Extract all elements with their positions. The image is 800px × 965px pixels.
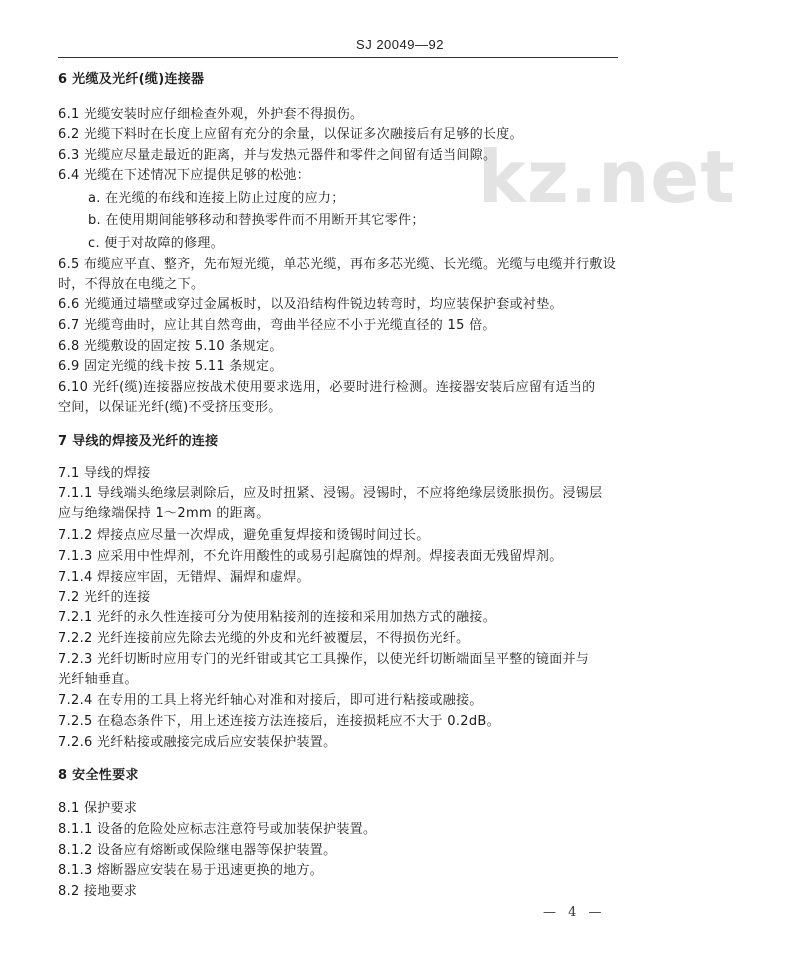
paragraph-line: 6.3 光缆应尽量走最近的距离，并与发热元器件和零件之间留有适当间隙。 (58, 148, 497, 163)
paragraph-line: 6.1 光缆安装时应仔细检查外观，外护套不得损伤。 (58, 107, 364, 122)
section-heading: 7 导线的焊接及光纤的连接 (58, 434, 219, 449)
paragraph-line: 7.1 导线的焊接 (58, 466, 151, 481)
paragraph-line: 8.1.2 设备应有熔断或保险继电器等保护装置。 (58, 843, 337, 858)
paragraph-line: 6.4 光缆在下述情况下应提供足够的松弛： (58, 168, 311, 183)
section-heading: 8 安全性要求 (58, 768, 139, 783)
paragraph-line: 6.7 光缆弯曲时，应让其自然弯曲，弯曲半径应不小于光缆直径的 15 倍。 (58, 318, 496, 333)
paragraph-line: 7.1.1 导线端头绝缘层剥除后，应及时扭紧、浸锡。浸锡时，不应将绝缘层烫胀损伤。浸锡层 (58, 486, 603, 501)
paragraph-line: 6.8 光缆敷设的固定按 5.10 条规定。 (58, 339, 283, 354)
paragraph-line: 6.2 光缆下料时在长度上应留有充分的余量，以保证多次融接后有足够的长度。 (58, 127, 523, 142)
paragraph-line: c. 便于对故障的修理。 (88, 236, 225, 251)
paragraph-line: 应与绝缘端保持 1～2mm 的距离。 (58, 506, 270, 521)
watermark: kz.net (478, 135, 736, 219)
paragraph-line: 7.2.2 光纤连接前应先除去光缆的外皮和光纤被覆层，不得损伤光纤。 (58, 631, 470, 646)
paragraph-line: 7.2.1 光纤的永久性连接可分为使用粘接剂的连接和采用加热方式的融接。 (58, 610, 497, 625)
paragraph-line: 7.2.6 光纤粘接或融接完成后应安装保护装置。 (58, 735, 337, 750)
paragraph-line: 光纤轴垂直。 (58, 672, 138, 687)
paragraph-line: 6.6 光缆通过墙壁或穿过金属板时，以及沿结构件锐边转弯时，均应装保护套或衬垫。 (58, 297, 563, 312)
document-code-header: SJ 20049—92 (356, 37, 444, 52)
paragraph-line: 7.2.3 光纤切断时应用专门的光纤钳或其它工具操作，以使光纤切断端面呈平整的镜面并与 (58, 652, 590, 667)
paragraph-line: 8.2 接地要求 (58, 884, 138, 899)
header-rule (58, 57, 618, 58)
page-number: — 4 — (543, 905, 606, 920)
paragraph-line: 6.9 固定光缆的线卡按 5.11 条规定。 (58, 359, 283, 374)
paragraph-line: 7.2.5 在稳态条件下，用上述连接方法连接后，连接损耗应不大于 0.2dB。 (58, 714, 500, 729)
paragraph-line: 7.1.2 焊接点应尽量一次焊成，避免重复焊接和烫锡时间过长。 (58, 528, 430, 543)
paragraph-line: 空间，以保证光纤(缆)不受挤压变形。 (58, 400, 282, 415)
paragraph-line: 7.2.4 在专用的工具上将光纤轴心对准和对接后，即可进行粘接或融接。 (58, 693, 483, 708)
paragraph-line: 8.1.1 设备的危险处应标志注意符号或加装保护装置。 (58, 822, 377, 837)
paragraph-line: 7.1.4 焊接应牢固，无错焊、漏焊和虚焊。 (58, 570, 310, 585)
paragraph-line: 6.5 布缆应平直、整齐，先布短光缆，单芯光缆，再布多芯光缆、长光缆。光缆与电缆并行敷设 (58, 257, 617, 272)
paragraph-line: 8.1.3 熔断器应安装在易于迅速更换的地方。 (58, 863, 324, 878)
paragraph-line: 7.2 光纤的连接 (58, 590, 151, 605)
paragraph-line: 6.10 光纤(缆)连接器应按战术使用要求选用，必要时进行检测。连接器安装后应留有适当的 (58, 380, 596, 395)
paragraph-line: b. 在使用期间能够移动和替换零件而不用断开其它零件； (88, 213, 425, 228)
paragraph-line: a. 在光缆的布线和连接上防止过度的应力； (88, 191, 345, 206)
section-heading: 6 光缆及光纤(缆)连接器 (58, 72, 205, 87)
paragraph-line: 8.1 保护要求 (58, 801, 138, 816)
paragraph-line: 7.1.3 应采用中性焊剂，不允许用酸性的或易引起腐蚀的焊剂。焊接表面无残留焊剂。 (58, 549, 563, 564)
paragraph-line: 时，不得放在电缆之下。 (58, 277, 205, 292)
